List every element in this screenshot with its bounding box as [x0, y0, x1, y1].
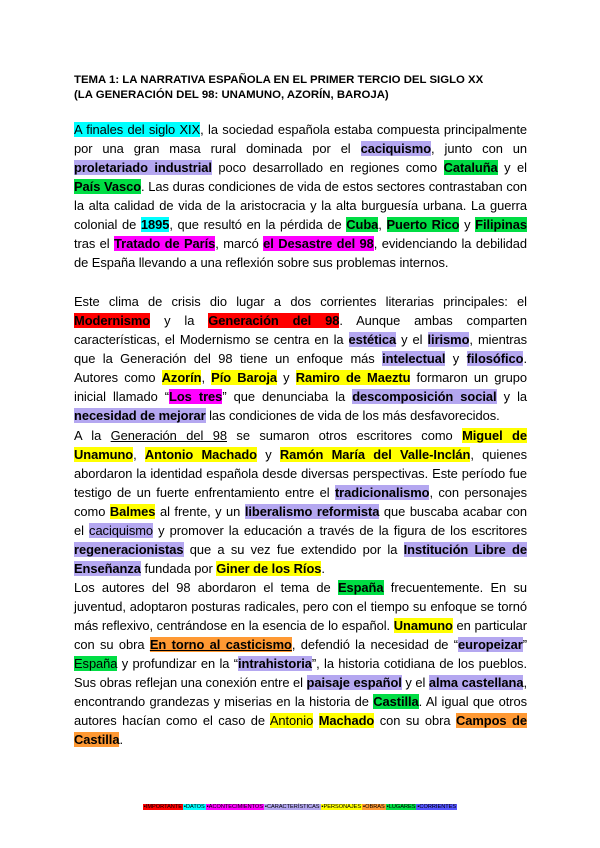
text-run: y [257, 447, 280, 462]
text-run: al frente, y un [155, 504, 245, 519]
text-run: , que resultó en la pérdida de [169, 217, 347, 232]
text-run: frecuentemente. En su juventud, adoptaron posturas radicales, pero con el tiempo su enfoque se tornó más reflexivo, centrándose en la esencia de lo español. [74, 580, 527, 633]
text-run: que buscaba acabar con el [74, 504, 528, 538]
text-run: . Aunque ambas comparten características, el Modernismo se centra en la [74, 313, 528, 347]
highlighted-term: España [74, 656, 118, 671]
text-run: que a su vez fue extendido por la [183, 542, 404, 557]
page-title [74, 73, 534, 103]
highlighted-term: lirismo [427, 332, 470, 347]
text-run: y el [396, 332, 428, 347]
text-run: y el [497, 160, 527, 175]
text-run: y profundizar en la “ [117, 656, 239, 671]
legend-item-people: ▪PERSONAJES [321, 804, 362, 810]
highlighted-term: Campos de Castilla [74, 713, 527, 747]
text-run: y la [496, 389, 527, 404]
text-run: , la sociedad española estaba compuesta principalmente por una gran masa rural dominada por el [74, 122, 527, 156]
text-run: con su obra [374, 713, 456, 728]
highlighted-term: En torno al casticismo [149, 637, 292, 652]
text-run: ”, la historia cotidiana de los pueblos. Sus obras reflejan una conexión entre el [74, 656, 527, 690]
text-run: , encontrando grandezas y miserias en la historia de [74, 675, 527, 709]
highlighted-term: Miguel de Unamuno [74, 428, 527, 462]
highlighted-term: Los tres [169, 389, 223, 404]
highlighted-term: Pío Baroja [211, 370, 278, 385]
text-run: . Al igual que otros autores hacían como el caso de [74, 694, 527, 728]
text-run: , marcó [215, 236, 264, 251]
text-run: y el [401, 675, 429, 690]
highlighted-term: proletariado industrial [74, 160, 212, 175]
legend-item-events: ▪ACONTECIMIENTOS [206, 804, 264, 810]
highlighted-term: intelectual [382, 351, 446, 366]
legend-item-features: ▪CARACTERÍSTICAS [265, 804, 320, 810]
text-run: ” que denunciaba la [222, 389, 353, 404]
highlighted-term: europeizar [458, 637, 523, 652]
text-run: y promover la educación a través de la figura de los escritores [153, 523, 527, 538]
highlighted-term: liberalismo reformista [244, 504, 380, 519]
highlighted-term: Unamuno [393, 618, 453, 633]
paragraph-2 [74, 292, 527, 425]
text-run: fundada por [140, 561, 217, 576]
paragraph-4 [74, 578, 527, 749]
text-run: ” [522, 637, 527, 652]
highlighted-term: caciquismo [89, 523, 154, 538]
highlighted-term: Antonio [269, 713, 314, 728]
text-run [313, 713, 319, 728]
highlighted-term: alma castellana [428, 675, 524, 690]
highlighted-term: el Desastre del 98 [263, 236, 374, 251]
legend-item-currents: ▪CORRIENTES [417, 804, 457, 810]
highlighted-term: 1895 [140, 217, 170, 232]
legend-item-important: ▪IMPORTANTE [143, 804, 182, 810]
highlighted-term: Generación del 98 [208, 313, 340, 328]
highlighted-term: Cataluña [443, 160, 498, 175]
highlighted-term: A finales del siglo XIX [74, 122, 201, 137]
highlighted-term: Ramiro de Maeztu [295, 370, 411, 385]
highlighted-term: Ramón María del Valle-Inclán [279, 447, 471, 462]
highlighted-term: estética [348, 332, 397, 347]
text-run: . Las duras condiciones de vida de estos sectores contrastaban con la alta calidad de vida de la aristocracia y la alta burguesía urbana. La guerra colonial de [74, 179, 527, 232]
highlighted-term: Castilla [373, 694, 419, 709]
text-run: se sumaron otros escritores como [226, 428, 463, 443]
text-run: Generación del 98 [110, 428, 227, 443]
highlighted-term: necesidad de mejorar [74, 408, 206, 423]
legend-item-dates: ▪DATOS [184, 804, 205, 810]
paragraph-3 [74, 426, 527, 578]
highlighted-term: descomposición social [352, 389, 497, 404]
text-run: y [277, 370, 296, 385]
highlighted-term: Azorín [161, 370, 202, 385]
highlighted-term: País Vasco [74, 179, 142, 194]
text-run: , quienes abordaron la identidad española desde diversas perspectivas. Este período fue testigo de un fuerte enfrentamiento entre el [74, 447, 527, 500]
text-run: , con personajes como [74, 485, 527, 519]
legend-item-places: ▪LUGARES [386, 804, 416, 810]
highlighted-term: Cuba [346, 217, 379, 232]
highlighted-term: tradicionalismo [334, 485, 430, 500]
text-run: , evidenciando la debilidad de España llevando a una reflexión sobre sus problemas internos. [74, 236, 527, 270]
highlighted-term: Tratado de París [114, 236, 216, 251]
highlighted-term: Antonio Machado [144, 447, 257, 462]
text-run: las condiciones de vida de los más desfavorecidos. [205, 408, 500, 423]
text-run: y la [150, 313, 209, 328]
text-run: y [445, 351, 467, 366]
text-run: , [201, 370, 212, 385]
highlighted-term: Balmes [109, 504, 156, 519]
text-run: , mientras que la Generación del 98 tiene un enfoque más [74, 332, 527, 366]
title-line-2: (LA GENERACIÓN DEL 98: UNAMUNO, AZORÍN, BAROJA) [74, 89, 389, 101]
paragraph-1 [74, 120, 527, 272]
highlighted-term: Institución Libre de Enseñanza [74, 542, 528, 576]
text-run: . Autores como [74, 351, 527, 385]
highlighted-term: Machado [318, 713, 375, 728]
text-run: . [119, 732, 124, 747]
text-run: . [321, 561, 325, 576]
highlighted-term: Puerto Rico [386, 217, 460, 232]
text-run: , defendió la necesidad de “ [291, 637, 459, 652]
highlight-legend [0, 803, 600, 811]
highlighted-term: Modernismo [74, 313, 151, 328]
text-run: , [378, 217, 387, 232]
text-run: , [133, 447, 145, 462]
text-run: A la [74, 428, 111, 443]
text-run: formaron un grupo inicial llamado “ [74, 370, 527, 404]
highlighted-term: Giner de los Ríos [216, 561, 322, 576]
text-run: tras el [74, 236, 115, 251]
text-run: Los autores del 98 abordaron el tema de [74, 580, 338, 595]
highlighted-term: caciquismo [360, 141, 432, 156]
highlighted-term: intrahistoria [238, 656, 312, 671]
highlighted-term: Filipinas [475, 217, 527, 232]
highlighted-term: paisaje español [306, 675, 402, 690]
title-line-1: TEMA 1: LA NARRATIVA ESPAÑOLA EN EL PRIMER TERCIO DEL SIGLO XX [74, 74, 484, 86]
text-run: , junto con un [431, 141, 528, 156]
text-run: Este clima de crisis dio lugar a dos corrientes literarias principales: el [74, 294, 527, 309]
text-run: en particular con su obra [74, 618, 527, 652]
highlighted-term: regeneracionistas [74, 542, 184, 557]
legend-item-works: ▪OBRAS [363, 804, 385, 810]
text-run: y [459, 217, 476, 232]
highlighted-term: España [337, 580, 384, 595]
text-run: poco desarrollado en regiones como [211, 160, 444, 175]
highlighted-term: filosófico [466, 351, 524, 366]
